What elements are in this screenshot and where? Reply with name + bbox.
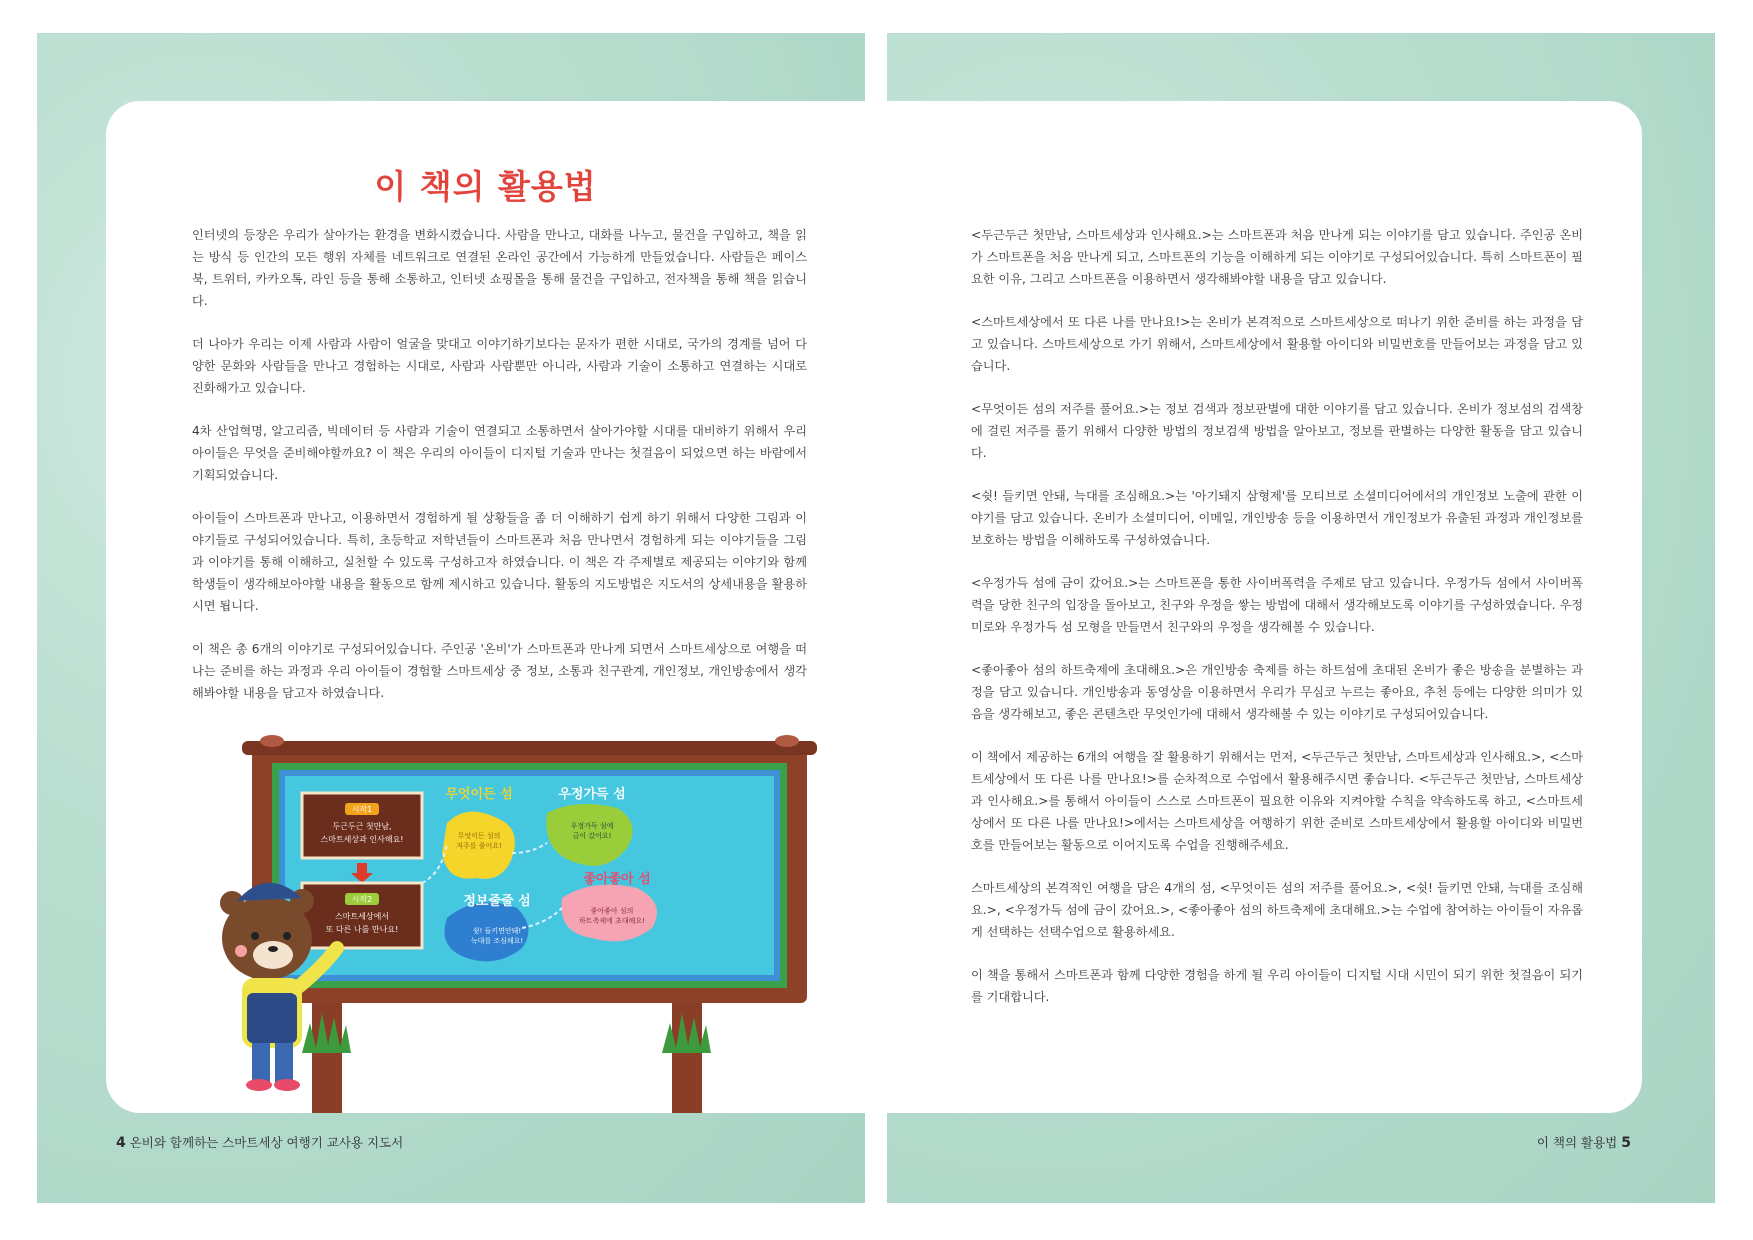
page-number: 5 [1621,1135,1631,1151]
paragraph: 4차 산업혁명, 알고리즘, 빅데이터 등 사람과 기술이 연결되고 소통하면서 살아가야할 시대를 대비하기 위해서 우리 아이들은 무엇을 준비해야할까요? 이 책은 우리의 아이들이 디지털 기술과 만나는 첫걸음이 되었으면 하는 바람에서 기획되었습니다. [192,424,807,482]
svg-text:금이 갔어요!: 금이 갔어요! [572,832,612,840]
island-like-name: 좋아좋아 섬 [583,872,651,887]
start2-tag: 시작2 [351,895,373,904]
paragraph: <무엇이든 섬의 저주를 풀어요.>는 정보 검색과 정보판별에 대한 이야기를 담고 있습니다. 온비가 정보섬의 검색창에 걸린 저주를 풀기 위해서 다양한 방법의 정보검색 방법을 알아보고, 정보를 판별하는 다양한 활동을 담고 있습니다. [971,402,1583,460]
left-body-text [192,224,807,725]
sign-top-bar [242,741,817,755]
page-title: 이 책의 활용법 [374,167,597,206]
paragraph: 스마트세상의 본격적인 여행을 담은 4개의 섬, <무엇이든 섬의 저주를 풀어요.>, <쉿! 들키면 안돼, 늑대를 조심해요.>, <우정가득 섬에 금이 갔어요.>, <좋아좋아 섬의 하트축제에 초대해요.>는 수업에 참여하는 아이들이 자유롭게 선택하는 선택수업으로 활용하세요. [971,881,1583,939]
page-number: 4 [116,1135,126,1151]
svg-text:좋아좋아 섬의: 좋아좋아 섬의 [590,907,634,915]
svg-text:스마트세상에서: 스마트세상에서 [334,912,390,921]
paragraph: 이 책에서 제공하는 6개의 여행을 잘 활용하기 위해서는 먼저, <두근두근 첫만남, 스마트세상과 인사해요.>, <스마트세상에서 또 다른 나를 만나요!>를 순차적으로 수업에서 활용해주시면 좋습니다. <두근두근 첫만남, 스마트세상과 인사해요.>를 통해서 아이들이 스스로 스마트폰이 필요한 이유와 지켜야할 수칙을 약속하도록 하고, <스마트세상에서 또 다른 나를 만나요!>에서는 스마트세상을 여행하기 위한 준비로 스마트세상에서 활용할 아이디와 비밀번호를 만들어보는 활동으로 이어지도록 수업을 진행해주세요. [971,750,1583,852]
island-info-name: 정보줄줄 섬 [463,894,531,909]
paragraph: 이 책을 통해서 스마트폰과 함께 다양한 경험을 하게 될 우리 아이들이 디지털 시대 시민이 되기 위한 첫걸음이 되기를 기대합니다. [971,968,1583,1004]
paragraph: <좋아좋아 섬의 하트축제에 초대해요.>은 개인방송 축제를 하는 하트섬에 초대된 온비가 좋은 방송을 분별하는 과정을 담고 있습니다. 개인방송과 동영상을 이용하면서 우리가 무심코 누르는 좋아요, 추천 등에는 다양한 의미가 있음을 생각해보고, 좋은 콘텐츠란 무엇인가에 대해서 생각해볼 수 있는 이야기로 구성되어있습니다. [971,663,1583,721]
start1-tag: 시작1 [351,805,373,814]
right-page [887,33,1715,1203]
paragraph: 인터넷의 등장은 우리가 살아가는 환경을 변화시켰습니다. 사람을 만나고, 대화를 나누고, 물건을 구입하고, 책을 읽는 방식 등 인간의 모든 행위 자체를 네트워크로 연결된 온라인 공간에서 가능하게 만들었습니다. 사람들은 페이스북, 트위터, 카카오톡, 라인 등을 통해 소통하고, 인터넷 쇼핑몰을 통해 물건을 구입하고, 전자책을 통해 책을 읽습니다. [192,228,807,308]
island-friendship-name: 우정가득 섬 [558,787,626,802]
svg-text:스마트세상과 인사해요!: 스마트세상과 인사해요! [320,835,404,844]
island-anything-name: 무엇이든 섬 [445,787,513,802]
right-content-card [887,101,1642,1113]
footer-book-title: 온비와 함께하는 스마트세상 여행기 교사용 지도서 [129,1135,404,1150]
paragraph: <두근두근 첫만남, 스마트세상과 인사해요.>는 스마트폰과 처음 만나게 되는 이야기를 담고 있습니다. 주인공 온비가 스마트폰을 처음 만나게 되고, 스마트폰의 기능을 이해하게 되는 이야기로 구성되어있습니다. 특히 스마트폰이 필요한 이유, 그리고 스마트폰을 이용하면서 생각해봐야할 내용을 담고 있습니다. [971,228,1583,286]
paragraph: 이 책은 총 6개의 이야기로 구성되어있습니다. 주인공 '온비'가 스마트폰과 만나게 되면서 스마트세상으로 여행을 떠나는 준비를 하는 과정과 우리 아이들이 경험할 스마트세상 중 정보, 소통과 친구관계, 개인정보, 개인방송에서 생각해봐야할 내용을 담고자 하였습니다. [192,642,807,700]
paragraph: 더 나아가 우리는 이제 사람과 사람이 얼굴을 맞대고 이야기하기보다는 문자가 편한 시대로, 국가의 경계를 넘어 다양한 문화와 사람들을 만나고 경험하는 시대로, 사람과 사람뿐만 아니라, 사람과 기술이 소통하고 연결하는 시대로 진화해가고 있습니다. [192,337,807,395]
svg-text:우정가득 섬에: 우정가득 섬에 [570,822,614,830]
svg-text:또 다른 나를 만나요!: 또 다른 나를 만나요! [325,925,399,934]
right-footer [1537,1133,1631,1151]
signboard-illustration [207,733,867,1113]
svg-text:하트축제에 초대해요!: 하트축제에 초대해요! [579,917,645,925]
svg-text:무엇이든 섬의: 무엇이든 섬의 [457,832,501,840]
paragraph: 아이들이 스마트폰과 만나고, 이용하면서 경험하게 될 상황들을 좀 더 이해하기 쉽게 하기 위해서 다양한 그림과 이야기들로 구성되어있습니다. 특히, 초등학교 저학년들이 스마트폰과 처음 만나면서 경험하게 되는 이야기들을 그림과 이야기를 통해 이해하고, 실천할 수 있도록 구성하고자 하였습니다. 이 책은 각 주제별로 제공되는 이야기와 함께 학생들이 생각해보아야할 내용을 활동으로 함께 제시하고 있습니다. 활동의 지도방법은 지도서의 상세내용을 활용하시면 됩니다. [192,511,807,613]
svg-text:두근두근 첫만남,: 두근두근 첫만남, [332,822,392,831]
left-footer [116,1133,403,1151]
svg-text:늑대를 조심해요!: 늑대를 조심해요! [470,937,524,945]
svg-text:저주를 풀어요!: 저주를 풀어요! [456,842,502,850]
svg-text:쉿! 들키면안돼!: 쉿! 들키면안돼! [472,927,522,935]
left-page [37,33,865,1203]
paragraph: <우정가득 섬에 금이 갔어요.>는 스마트폰을 통한 사이버폭력을 주제로 담고 있습니다. 우정가득 섬에서 사이버폭력을 당한 친구의 입장을 돌아보고, 친구와 우정을 쌓는 방법에 대해서 생각해보도록 이야기를 구성하였습니다. 우정미로와 우정가득 섬 모형을 만들면서 친구와의 우정을 생각해볼 수 있습니다. [971,576,1583,634]
paragraph: <스마트세상에서 또 다른 나를 만나요!>는 온비가 본격적으로 스마트세상으로 떠나기 위한 준비를 하는 과정을 담고 있습니다. 스마트세상으로 가기 위해서, 스마트세상에서 활용할 아이디와 비밀번호를 만들어보는 과정을 담고 있습니다. [971,315,1583,373]
right-body-text [971,224,1583,1029]
footer-section-title: 이 책의 활용법 [1536,1135,1618,1150]
paragraph: <쉿! 들키면 안돼, 늑대를 조심해요.>는 '아기돼지 삼형제'를 모티브로 소셜미디어에서의 개인정보 노출에 관한 이야기를 담고 있습니다. 온비가 소셜미디어, 이메일, 개인방송 등을 이용하면서 개인정보가 유출된 과정과 개인정보를 보호하는 방법을 이해하도록 구성하였습니다. [971,489,1583,547]
